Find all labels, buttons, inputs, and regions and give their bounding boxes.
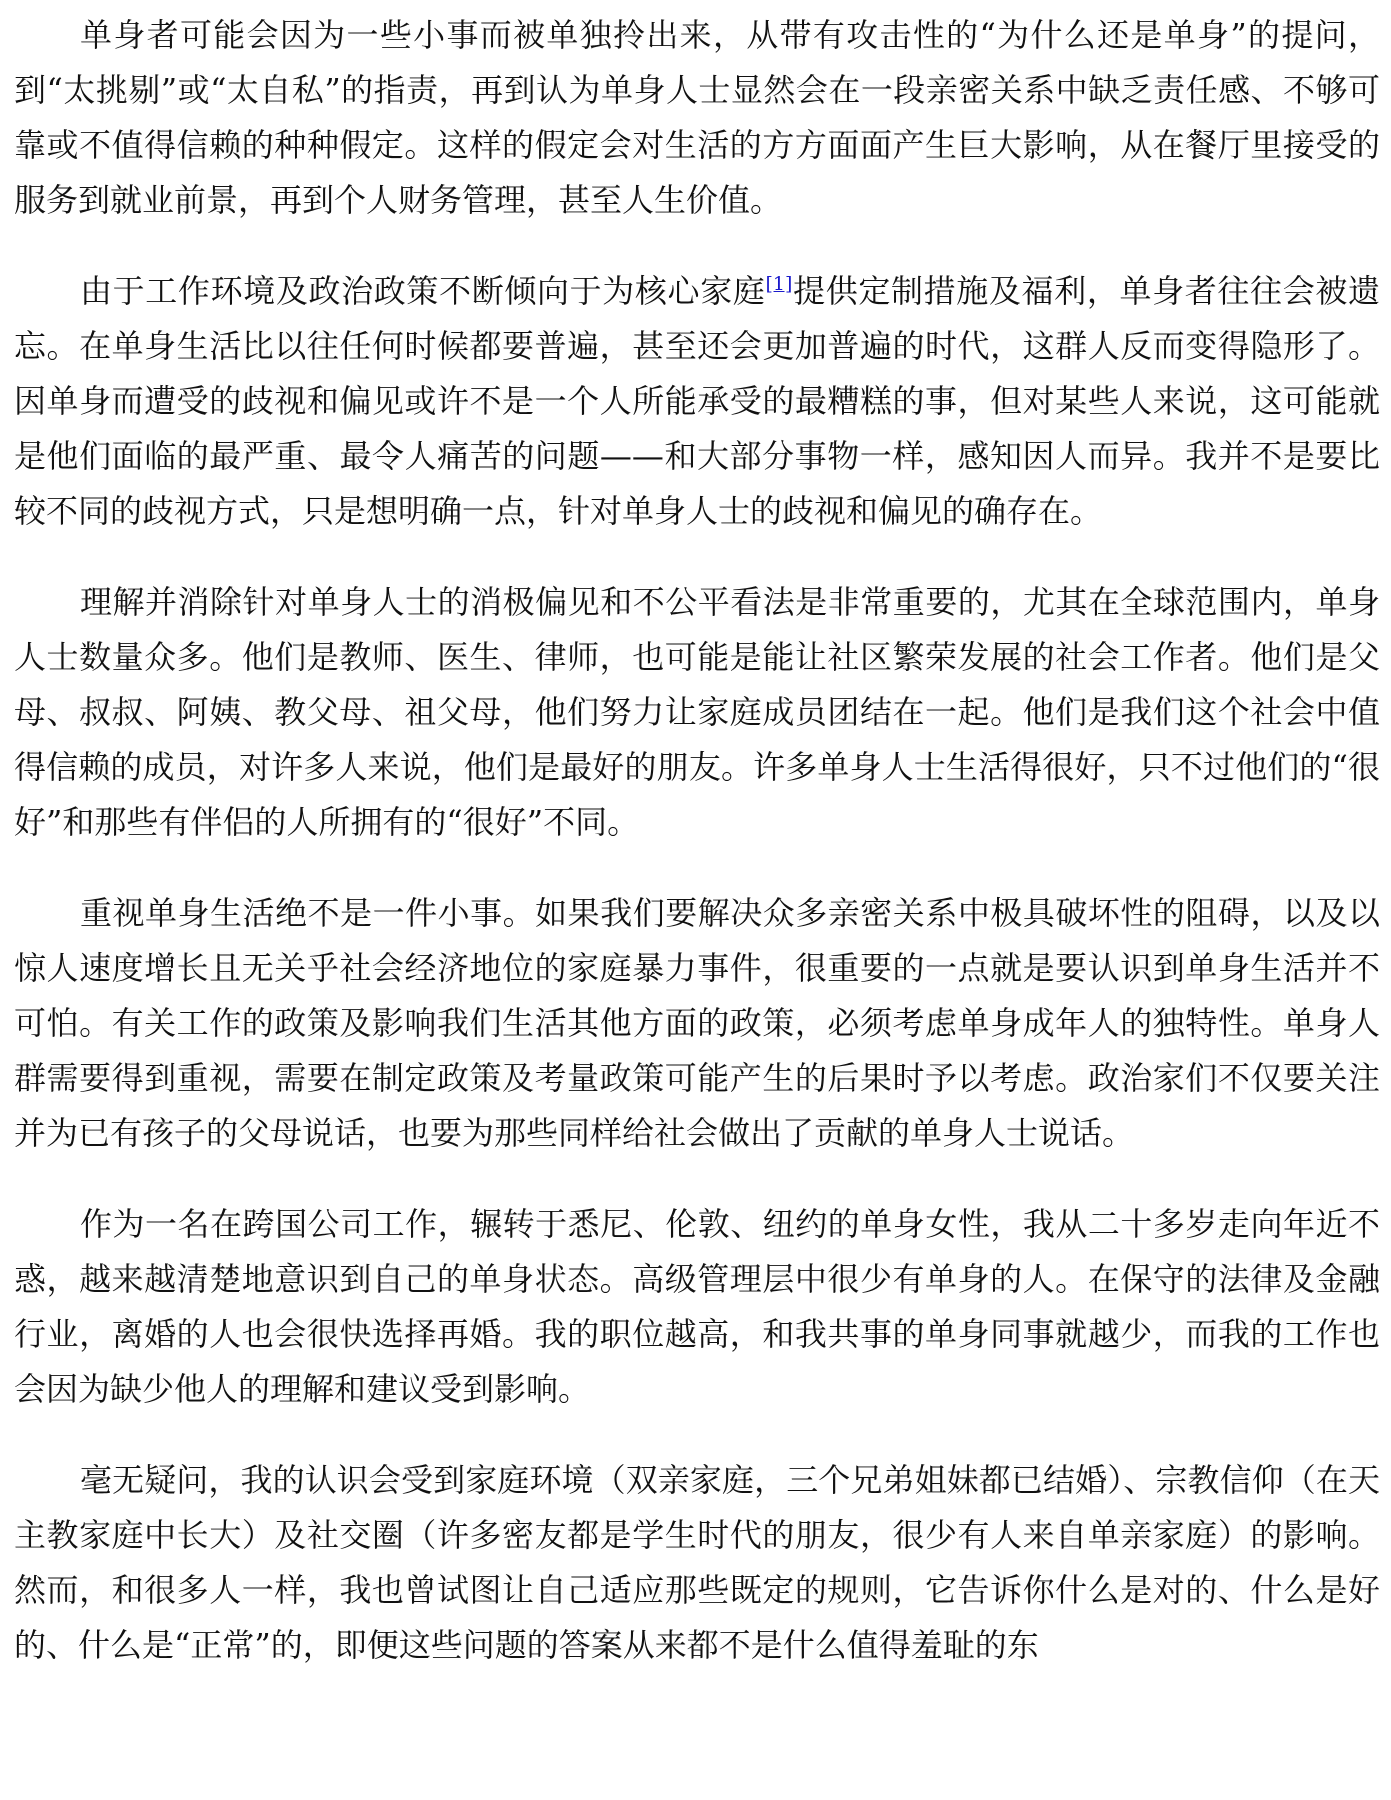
paragraph-2 xyxy=(14,264,1380,539)
paragraph-6: 毫无疑问，我的认识会受到家庭环境（双亲家庭，三个兄弟姐妹都已结婚）、宗教信仰（在天主教家庭中长大）及社交圈（许多密友都是学生时代的朋友，很少有人来自单亲家庭）的影响。然而，和很多人一样，我也曾试图让自己适应那些既定的规则，它告诉你什么是对的、什么是好的、什么是“正常”的，即便这些问题的答案从来都不是什么值得羞耻的东 xyxy=(14,1461,1380,1664)
paragraph-2-text-after: 提供定制措施及福利，单身者往往会被遗忘。在单身生活比以往任何时候都要普遍，甚至还会更加普遍的时代，这群人反而变得隐形了。因单身而遭受的歧视和偏见或许不是一个人所能承受的最糟糕的事，但对某些人来说，这可能就是他们面临的最严重、最令人痛苦的问题——和大部分事物一样，感知因人而异。我并不是要比较不同的歧视方式，只是想明确一点，针对单身人士的歧视和偏见的确存在。 xyxy=(14,272,1380,530)
paragraph-3: 理解并消除针对单身人士的消极偏见和不公平看法是非常重要的，尤其在全球范围内，单身人士数量众多。他们是教师、医生、律师，也可能是能让社区繁荣发展的社会工作者。他们是父母、叔叔、阿姨、教父母、祖父母，他们努力让家庭成员团结在一起。他们是我们这个社会中值得信赖的成员，对许多人来说，他们是最好的朋友。许多单身人士生活得很好，只不过他们的“很好”和那些有伴侣的人所拥有的“很好”不同。 xyxy=(14,583,1380,841)
paragraph-1: 单身者可能会因为一些小事而被单独拎出来，从带有攻击性的“为什么还是单身”的提问，到“太挑剔”或“太自私”的指责，再到认为单身人士显然会在一段亲密关系中缺乏责任感、不够可靠或不值得信赖的种种假定。这样的假定会对生活的方方面面产生巨大影响，从在餐厅里接受的服务到就业前景，再到个人财务管理，甚至人生价值。 xyxy=(14,16,1380,219)
footnote-link[interactable]: [1] xyxy=(765,273,793,295)
paragraph-4: 重视单身生活绝不是一件小事。如果我们要解决众多亲密关系中极具破坏性的阻碍，以及以惊人速度增长且无关乎社会经济地位的家庭暴力事件，很重要的一点就是要认识到单身生活并不可怕。有关工作的政策及影响我们生活其他方面的政策，必须考虑单身成年人的独特性。单身人群需要得到重视，需要在制定政策及考量政策可能产生的后果时予以考虑。政治家们不仅要关注并为已有孩子的父母说话，也要为那些同样给社会做出了贡献的单身人士说话。 xyxy=(14,894,1380,1152)
paragraph-2-text-before: 由于工作环境及政治政策不断倾向于为核心家庭 xyxy=(80,272,766,310)
document-page xyxy=(14,8,1380,1709)
paragraph-5: 作为一名在跨国公司工作，辗转于悉尼、伦敦、纽约的单身女性，我从二十多岁走向年近不惑，越来越清楚地意识到自己的单身状态。高级管理层中很少有单身的人。在保守的法律及金融行业，离婚的人也会很快选择再婚。我的职位越高，和我共事的单身同事就越少，而我的工作也会因为缺少他人的理解和建议受到影响。 xyxy=(14,1205,1380,1408)
